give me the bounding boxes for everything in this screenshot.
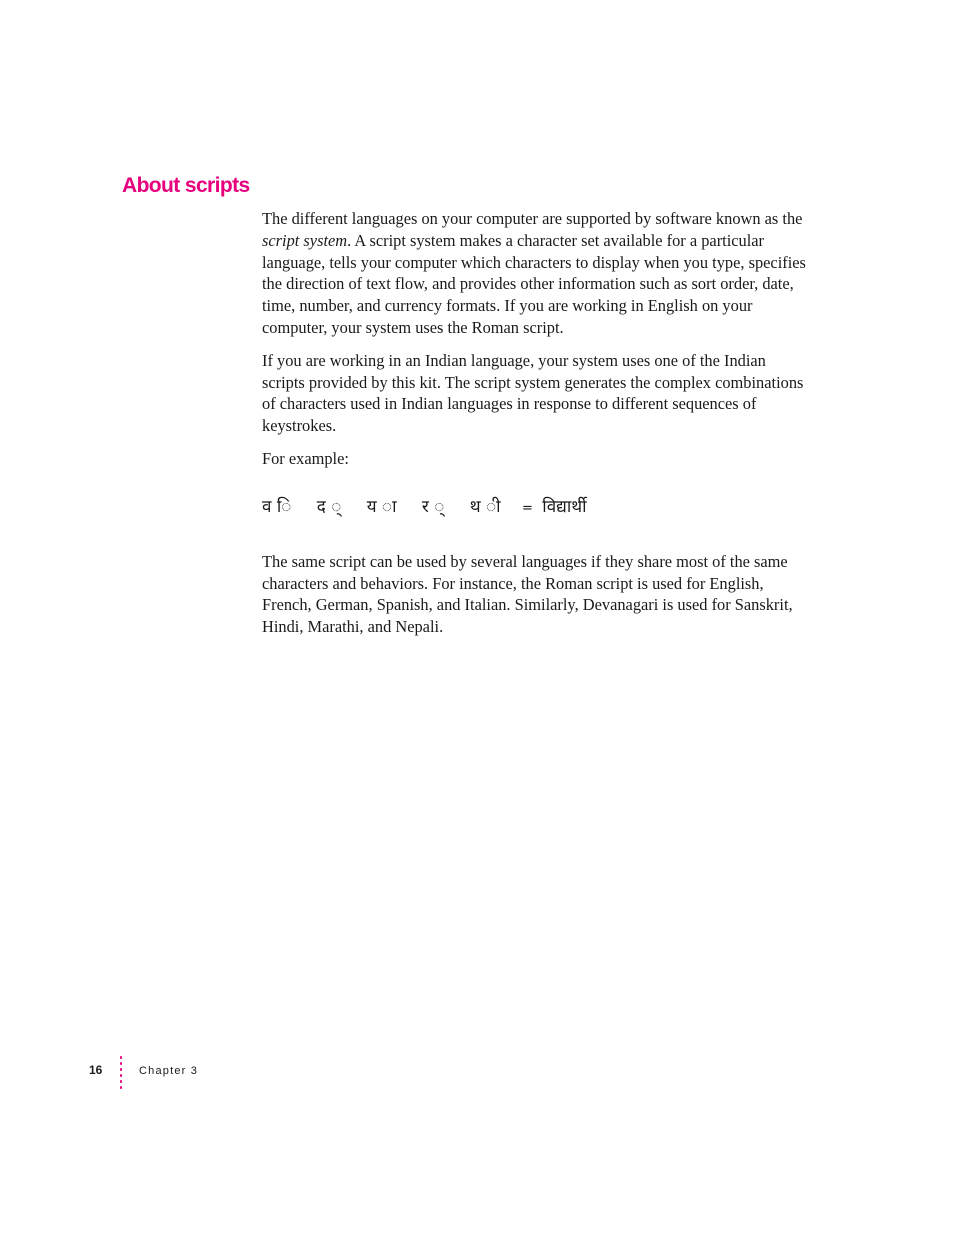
paragraph-script-system xyxy=(262,208,807,339)
rule-dot xyxy=(120,1086,123,1089)
term-script-system: script system xyxy=(262,230,348,250)
body-column xyxy=(262,208,807,649)
paragraph-text: . A script system makes a character set available for a particular language, tells your computer which characters to display when you type, specifies the direction of text flow, and provides other information such as sort order, date, time, number, and currency formats. If you are working in English on your computer, your system uses the Roman script. xyxy=(262,230,806,337)
equals-sign: = xyxy=(521,500,533,516)
page-number: 16 xyxy=(89,1063,103,1077)
paragraph-indian-scripts: If you are working in an Indian language, your system uses one of the Indian scripts provided by this kit. The script system generates the complex combinations of characters used in Indian languages in response to different sequences of keystrokes. xyxy=(262,350,804,436)
keystroke-sequence: व ि द ् य ा र ् थ ी xyxy=(262,496,511,517)
paragraph-text: The different languages on your computer are supported by software known as the xyxy=(262,209,803,228)
rule-dot xyxy=(120,1068,123,1071)
rule-dot xyxy=(120,1080,123,1083)
rule-dot xyxy=(120,1056,123,1059)
section-heading: About scripts xyxy=(122,174,250,197)
combined-word: विद्यार्थी xyxy=(542,496,587,517)
chapter-label: Chapter 3 xyxy=(139,1065,199,1077)
paragraph-shared-scripts: The same script can be used by several languages if they share most of the same characters and behaviors. For instance, the Roman script is used for English, French, German, Spanish, and Italian. Similarly, Devanagari is used for Sanskrit, Hindi, Marathi, and Nepali. xyxy=(262,551,793,637)
page-footer xyxy=(89,1056,289,1094)
rule-dot xyxy=(120,1062,123,1065)
rule-dot xyxy=(120,1074,123,1077)
paragraph-for-example: For example: xyxy=(262,448,349,468)
devanagari-example xyxy=(262,494,807,522)
dotted-rule xyxy=(119,1056,123,1094)
